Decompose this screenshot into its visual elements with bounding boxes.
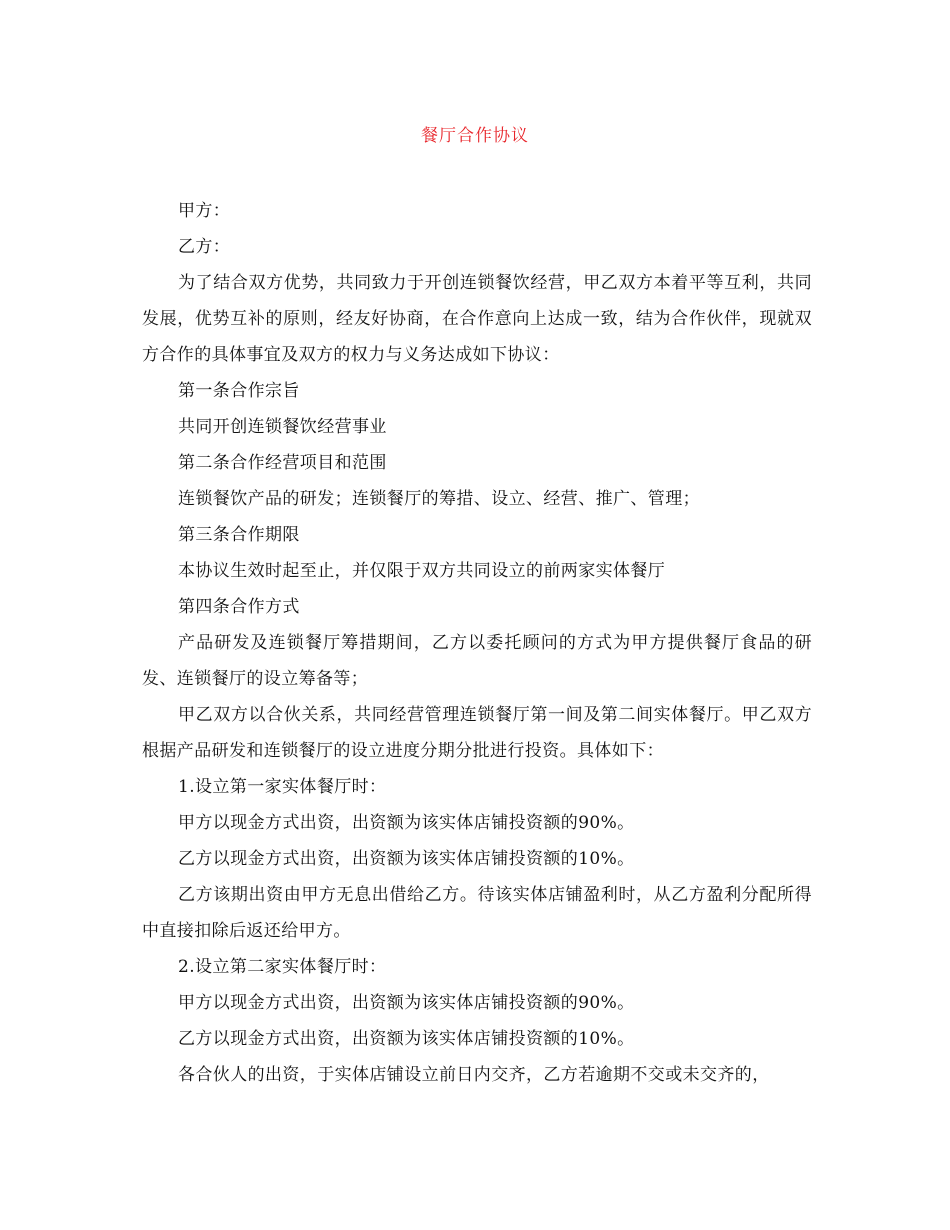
first-restaurant-party-a: 甲方以现金方式出资，出资额为该实体店铺投资额的90%。 [178,813,635,833]
preamble-paragraph: 为了结合双方优势，共同致力于开创连锁餐饮经营，甲乙双方本着平等互利，共同发展，优势互补的原则，经友好协商，在合作意向上达成一致，结为合作伙伴，现就双方合作的具体事宜及双方的权力与义务达成如下协议： [142,273,812,365]
second-restaurant-heading: 2.设立第二家实体餐厅时： [178,957,387,977]
article-3-heading: 第三条合作期限 [178,525,300,545]
party-a-line: 甲方： [178,201,231,221]
article-1-text: 共同开创连锁餐饮经营事业 [178,417,387,437]
second-restaurant-party-b: 乙方以现金方式出资，出资额为该实体店铺投资额的10%。 [178,1029,635,1049]
document-body [142,193,812,1093]
first-restaurant-heading: 1.设立第一家实体餐厅时： [178,777,387,797]
article-3-text: 本协议生效时起至止，并仅限于双方共同设立的前两家实体餐厅 [178,561,666,581]
article-2-heading: 第二条合作经营项目和范围 [178,453,387,473]
first-restaurant-loan-note: 乙方该期出资由甲方无息出借给乙方。待该实体店铺盈利时，从乙方盈利分配所得中直接扣除后返还给甲方。 [142,885,812,941]
document-title: 餐厅合作协议 [421,126,529,146]
first-restaurant-party-b: 乙方以现金方式出资，出资额为该实体店铺投资额的10%。 [178,849,635,869]
article-4-paragraph-2: 甲乙双方以合伙关系，共同经营管理连锁餐厅第一间及第二间实体餐厅。甲乙双方根据产品研发和连锁餐厅的设立进度分期分批进行投资。具体如下： [142,705,812,761]
article-4-paragraph-1: 产品研发及连锁餐厅筹措期间，乙方以委托顾问的方式为甲方提供餐厅食品的研发、连锁餐厅的设立筹备等； [142,633,812,689]
second-restaurant-party-a: 甲方以现金方式出资，出资额为该实体店铺投资额的90%。 [178,993,635,1013]
contribution-deadline-paragraph: 各合伙人的出资，于实体店铺设立前日内交齐，乙方若逾期不交或未交齐的， [178,1065,770,1085]
party-b-line: 乙方： [178,237,231,257]
article-2-text: 连锁餐饮产品的研发；连锁餐厅的筹措、设立、经营、推广、管理； [178,489,700,509]
article-4-heading: 第四条合作方式 [178,597,300,617]
article-1-heading: 第一条合作宗旨 [178,381,300,401]
